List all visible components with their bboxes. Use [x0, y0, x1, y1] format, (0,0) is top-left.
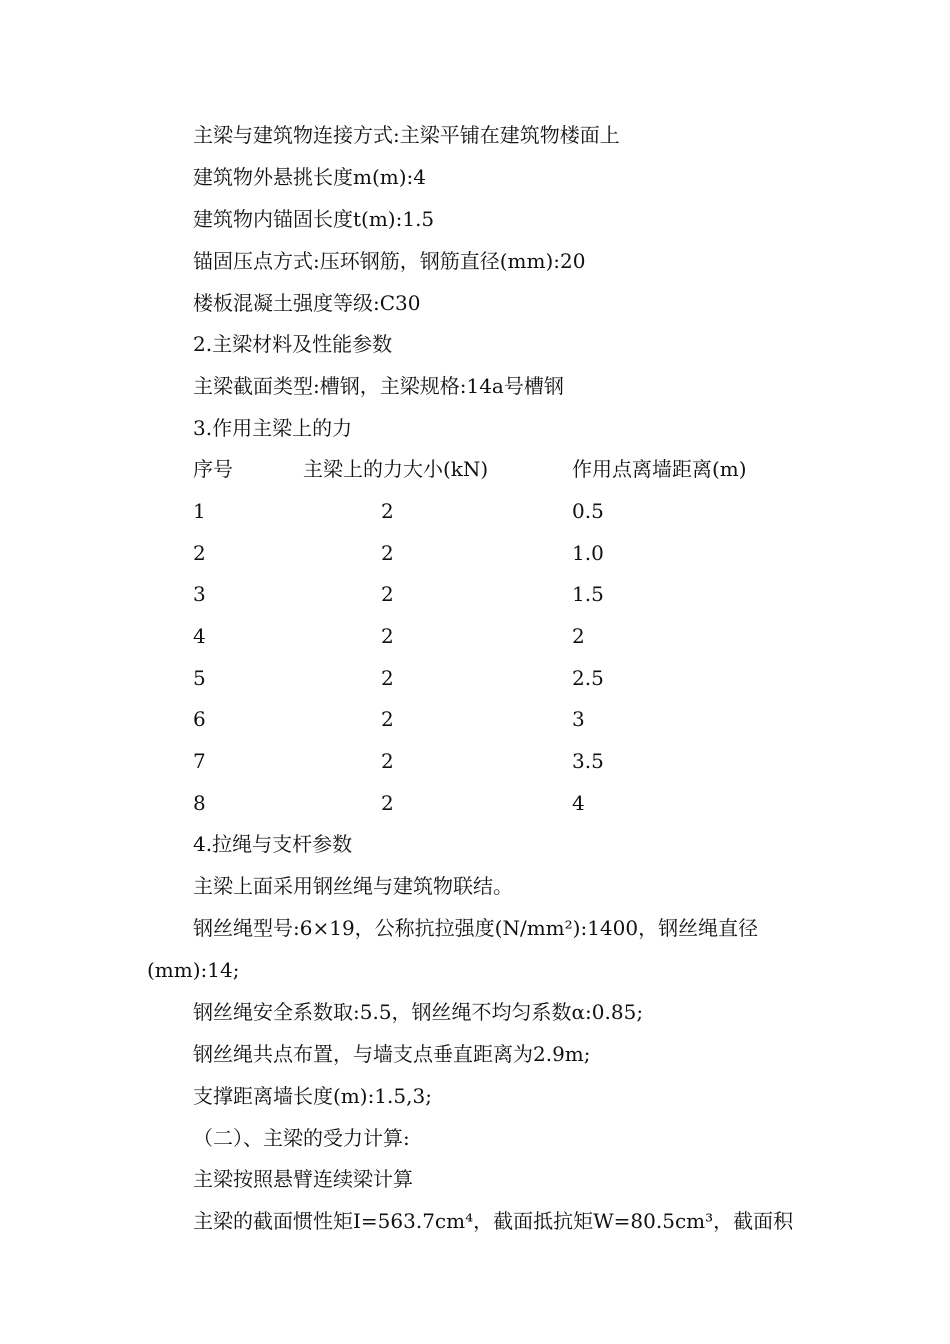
- cell-index: 6: [193, 707, 206, 731]
- cell-force: 2: [381, 541, 394, 565]
- cell-distance: 1.0: [572, 541, 604, 565]
- anchor-length-line: 建筑物内锚固长度t(m):1.5: [193, 207, 435, 231]
- calculation-method-line: 主梁按照悬臂连续梁计算: [193, 1167, 413, 1191]
- wire-rope-spec-line: 钢丝绳型号:6×19，公称抗拉强度(N/mm²):1400，钢丝绳直径: [193, 916, 759, 940]
- header-distance: 作用点离墙距离(m): [572, 457, 747, 481]
- beam-section-line: 主梁截面类型:槽钢，主梁规格:14a号槽钢: [193, 374, 564, 398]
- cell-distance: 4: [572, 791, 585, 815]
- cell-index: 4: [193, 624, 206, 648]
- cell-index: 7: [193, 749, 206, 773]
- cell-distance: 3: [572, 707, 585, 731]
- cell-force: 2: [381, 624, 394, 648]
- wire-rope-layout-line: 钢丝绳共点布置，与墙支点垂直距离为2.9m;: [193, 1042, 591, 1066]
- support-distance-line: 支撑距离墙长度(m):1.5,3;: [193, 1084, 432, 1108]
- section-4-heading: 4.拉绳与支杆参数: [193, 832, 353, 856]
- header-force: 主梁上的力大小(kN): [303, 457, 489, 481]
- section-3-heading: 3.作用主梁上的力: [193, 416, 353, 440]
- anchor-method-line: 锚固压点方式:压环钢筋，钢筋直径(mm):20: [193, 249, 586, 273]
- cell-distance: 1.5: [572, 582, 604, 606]
- cell-force: 2: [381, 499, 394, 523]
- cell-index: 2: [193, 541, 206, 565]
- section-2-heading: 2.主梁材料及性能参数: [193, 332, 393, 356]
- cell-index: 3: [193, 582, 206, 606]
- calculation-heading: （二）、主梁的受力计算:: [193, 1126, 410, 1150]
- safety-factor-line: 钢丝绳安全系数取:5.5，钢丝绳不均匀系数α:0.85;: [193, 1000, 644, 1024]
- cell-distance: 0.5: [572, 499, 604, 523]
- connection-method-line: 主梁与建筑物连接方式:主梁平铺在建筑物楼面上: [193, 123, 620, 147]
- cell-distance: 2: [572, 624, 585, 648]
- header-index: 序号: [193, 457, 233, 481]
- cell-force: 2: [381, 707, 394, 731]
- cell-distance: 3.5: [572, 749, 604, 773]
- section-properties-line: 主梁的截面惯性矩I=563.7cm⁴，截面抵抗矩W=80.5cm³，截面积: [193, 1209, 794, 1233]
- cell-force: 2: [381, 791, 394, 815]
- wire-rope-connection-line: 主梁上面采用钢丝绳与建筑物联结。: [193, 874, 513, 898]
- cell-index: 1: [193, 499, 206, 523]
- overhang-length-line: 建筑物外悬挑长度m(m):4: [193, 165, 426, 189]
- cell-force: 2: [381, 749, 394, 773]
- wire-rope-diameter-line: (mm):14;: [147, 958, 240, 982]
- cell-force: 2: [381, 582, 394, 606]
- cell-index: 5: [193, 666, 206, 690]
- cell-force: 2: [381, 666, 394, 690]
- cell-index: 8: [193, 791, 206, 815]
- concrete-grade-line: 楼板混凝土强度等级:C30: [193, 291, 421, 315]
- cell-distance: 2.5: [572, 666, 604, 690]
